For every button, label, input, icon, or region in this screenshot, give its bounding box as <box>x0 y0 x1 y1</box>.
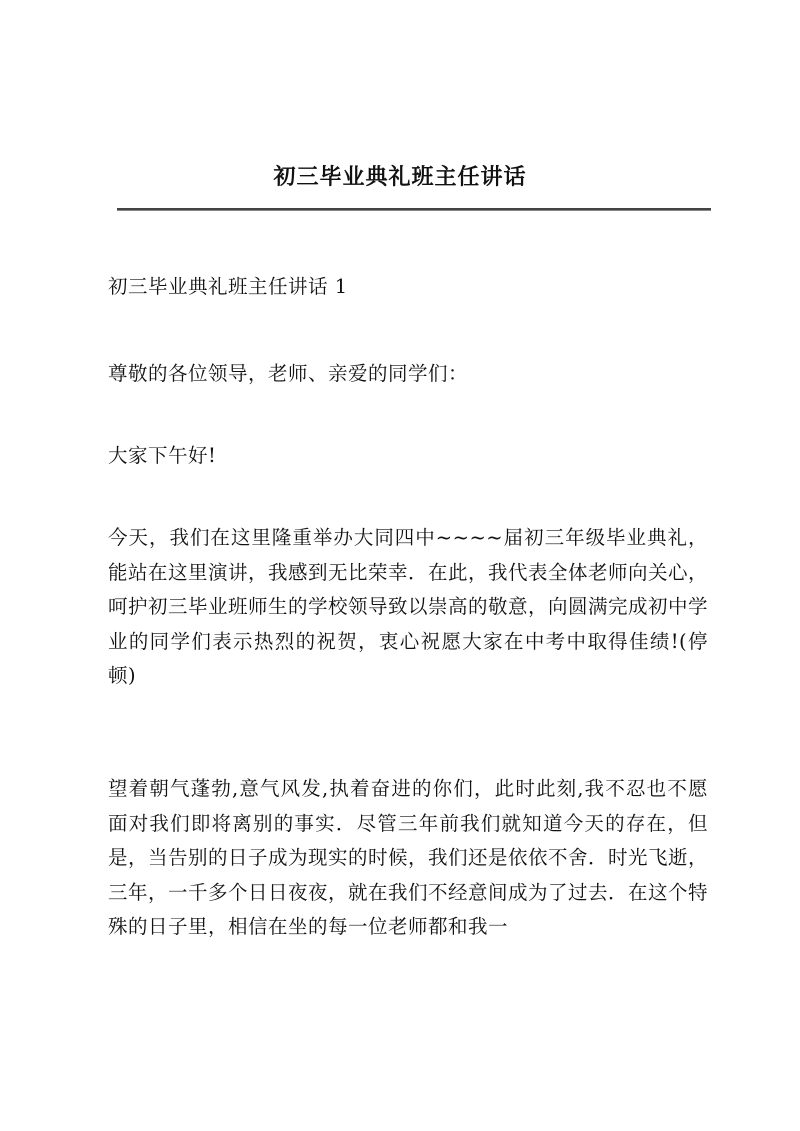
title-underline-divider <box>117 208 711 211</box>
greeting-paragraph: 大家下午好! <box>108 444 217 467</box>
body-paragraph-2: 望着朝气蓬勃,意气风发,执着奋进的你们，此时此刻,我不忍也不愿面对我们即将离别的事实．尽管三年前我们就知道今天的存在，但是，当告别的日子成为现实的时候，我们还是依依不舍．时光飞逝，三年，一千多个日日夜夜，就在我们不经意间成为了过去．在这个特殊的日子里，相信在坐的每一位老师都和我一 <box>108 777 709 938</box>
body-paragraph-1: 今天，我们在这里隆重举办大同四中~~~~届初三年级毕业典礼，能站在这里演讲，我感到无比荣幸．在此，我代表全体老师向关心，呵护初三毕业班师生的学校领导致以崇高的敬意，向圆满完成初中学业的同学们表示热烈的祝贺，衷心祝愿大家在中考中取得佳绩!(停顿) <box>108 526 709 687</box>
salutation-paragraph: 尊敬的各位领导，老师、亲爱的同学们： <box>108 362 469 385</box>
speech-heading: 初三毕业典礼班主任讲话 1 <box>108 275 348 298</box>
document-title: 初三毕业典礼班主任讲话 <box>273 164 527 190</box>
